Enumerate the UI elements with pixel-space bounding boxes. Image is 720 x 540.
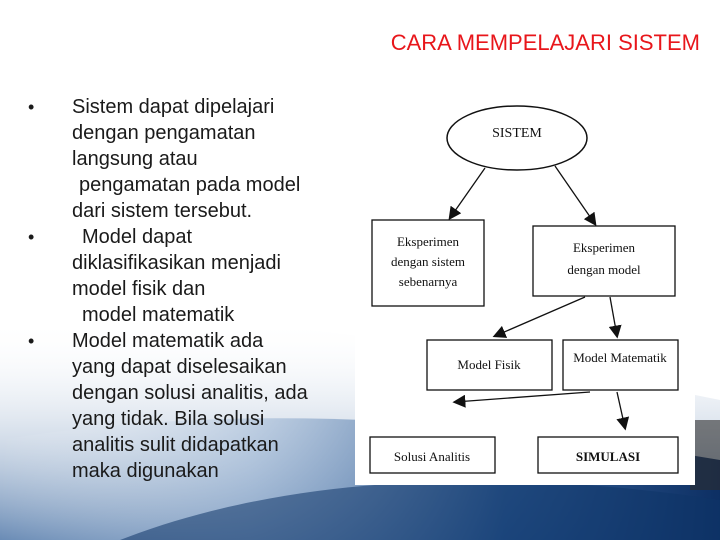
bullet-line: Model dapat [82,226,193,248]
bullet-item [28,224,368,328]
bullet-line: langsung atau [72,148,198,170]
bullet-line: model fisik dan [72,278,206,300]
sistem-label: SISTEM [492,126,542,141]
model-fisik-label: Model Fisik [457,357,521,372]
arrow-sistem-eksperimen-nyata [450,168,485,218]
arrow-model-matematik [610,297,617,336]
bullet-line: dengan solusi analitis, ada [72,382,308,404]
eksperimen-nyata-label: Eksperimen [396,234,460,249]
bullet-line: yang dapat diselesaikan [72,356,287,378]
arrow-model-fisik [495,297,585,336]
bullet-list [28,94,368,484]
bullet-item [28,328,368,484]
model-matematik-node [563,340,678,390]
diagram-svg [355,100,695,485]
arrow-simulasi [617,392,625,428]
eksperimen-nyata-label: dengan sistem [390,254,466,269]
arrow-sistem-eksperimen-model [555,166,595,224]
bullet-line: maka digunakan [72,460,219,482]
eksperimen-model-node [533,226,675,296]
bullet-line: dengan pengamatan [72,122,256,144]
model-diagram [355,100,695,485]
bullet-line: diklasifikasikan menjadi [72,252,281,274]
bullet-line: dari sistem tersebut. [72,200,253,222]
bullet-line: Model matematik ada [72,330,264,352]
bullet-dot: • [28,227,35,247]
bullet-dot: • [28,97,35,117]
bullet-dot: • [28,331,35,351]
eksperimen-nyata-label: sebenarnya [398,274,458,289]
eksperimen-model-label: dengan model [567,262,641,277]
slide-title: CARA MEMPELAJARI SISTEM [390,30,700,55]
solusi-analitis-label: Solusi Analitis [393,449,471,464]
model-matematik-label: Model Matematik [573,350,667,365]
bullet-item [28,94,368,224]
arrow-solusi-analitis [455,392,590,402]
bullet-line: model matematik [82,304,235,326]
bullet-line: yang tidak. Bila solusi [72,408,265,430]
simulasi-label: SIMULASI [575,449,641,464]
eksperimen-model-label: Eksperimen [572,240,636,255]
bullet-line: Sistem dapat dipelajari [72,96,275,118]
bullet-line: pengamatan pada model [79,174,301,196]
bullet-line: analitis sulit didapatkan [72,434,279,456]
